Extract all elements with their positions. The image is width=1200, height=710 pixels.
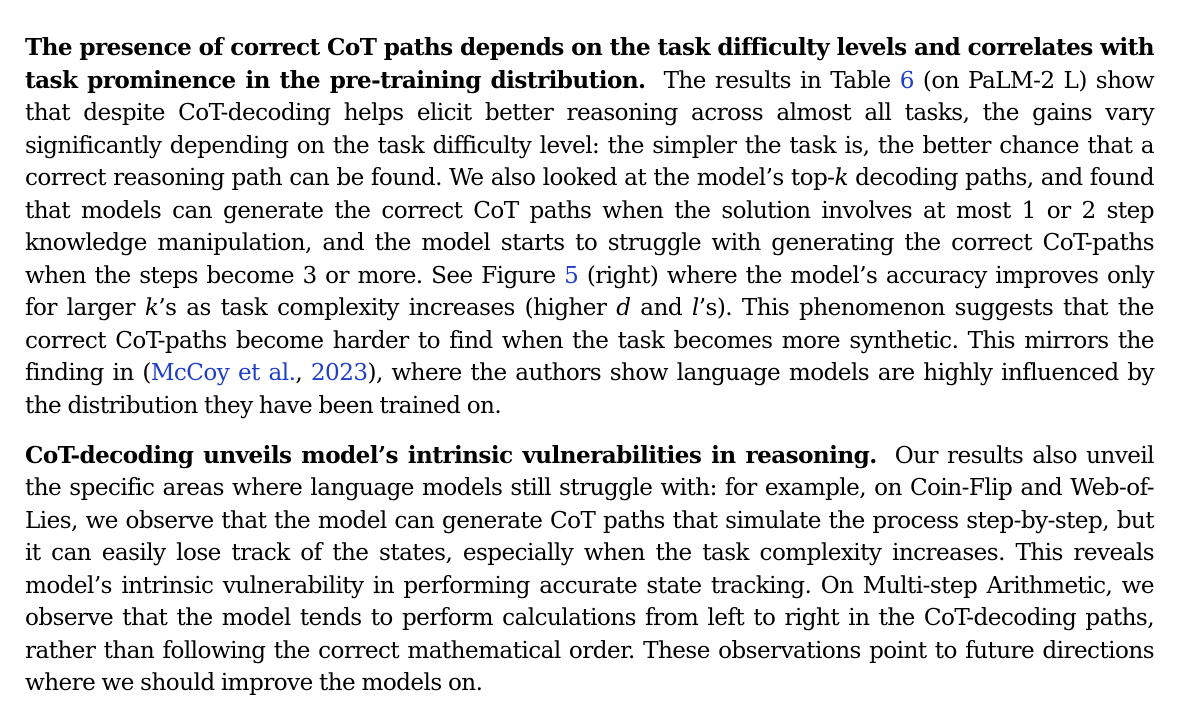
paragraph-text: ’s). This phenomenon suggests that the correct CoT-paths become harder to find when the task becomes more synthetic. This mirrors the finding in ( (25, 295, 1155, 387)
paragraph-text: , (295, 360, 311, 387)
paragraph-heading: CoT-decoding unveils model’s intrinsic vulnerabilities in reasoning. (25, 441, 877, 469)
paragraph-text: The results in Table (663, 67, 900, 94)
paragraph-text: (on PaLM-2 L) show that despite CoT-decoding helps elicit better reasoning across almost all tasks, the gains vary significantly depending on the task difficulty level: the simpler the task is, the better chance that a correct reasoning path can be found. We also looked at the model’s top- (25, 67, 1154, 192)
paragraph-heading: The presence of correct CoT paths depends on the task difficulty levels and correlates with task prominence in the pre-training distribution. (25, 34, 1154, 94)
math-variable-d: d (616, 295, 631, 322)
table-reference-link[interactable]: 6 (899, 67, 914, 94)
paragraph-text: ’s as task complexity increases (higher (158, 295, 617, 322)
citation-year-link[interactable]: 2023 (310, 360, 368, 387)
math-variable-l: l (691, 295, 699, 322)
math-variable-k: k (144, 295, 159, 322)
paragraph-text: and (630, 295, 692, 322)
paragraph-text: (right) where the model’s accuracy improves only for larger (25, 262, 1154, 322)
figure-reference-link[interactable]: 5 (564, 262, 579, 289)
paragraph-text: Our results also unveil the specific areas where language models still struggle with: for example, on Coin-Flip and Web-of-Lies, we observe that the model can generate CoT paths that simulate the process step-by-step, but it can easily lose track of the states, especially when the task complexity increases. This reveals model’s intrinsic vulnerability in performing accurate state tracking. On Multi-step Arithmetic, we observe that the model tends to perform calculations from left to right in the CoT-decoding paths, rather than following the correct mathematical order. These observations point to future directions where we should improve the models on. (25, 442, 1155, 697)
paragraph-cot-difficulty (25, 32, 1154, 423)
paragraph-text: decoding paths, and found that models can generate the correct CoT paths when the solution involves at most 1 or 2 step knowledge manipulation, and the model starts to struggle with generating the correct CoT-paths when the steps become 3 or more. See Figure (25, 165, 1154, 289)
citation-author-link[interactable]: McCoy et al. (150, 360, 296, 387)
math-variable-k: k (834, 165, 848, 192)
paragraph-cot-vulnerabilities (25, 440, 1154, 700)
paragraph-text: ), where the authors show language models are highly influenced by the distribution they have been trained on. (25, 360, 1154, 420)
